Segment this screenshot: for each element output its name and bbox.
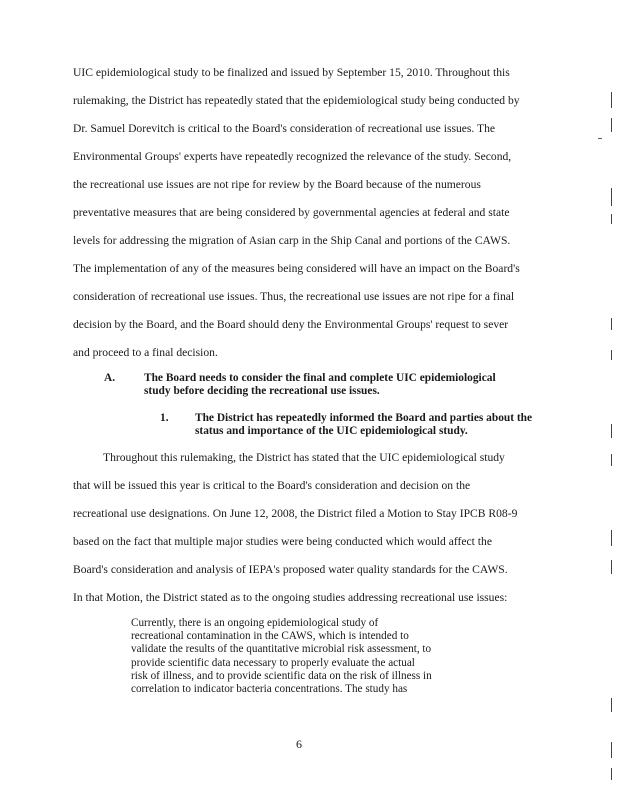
paragraph-line: rulemaking, the District has repeatedly stated that the epidemiological study being conducted by	[73, 94, 520, 107]
paragraph-line: that will be issued this year is critical to the Board's consideration and decision on the	[73, 479, 471, 492]
quote-line: risk of illness, and to provide scientific data on the risk of illness in	[131, 669, 432, 682]
paragraph-line: UIC epidemiological study to be finalized and issued by September 15, 2010. Throughout this	[73, 66, 510, 79]
heading-line: status and importance of the UIC epidemiological study.	[195, 425, 468, 437]
scan-mark	[611, 768, 612, 780]
block-quote	[131, 617, 531, 696]
scan-mark	[611, 530, 612, 546]
scan-mark	[611, 454, 612, 466]
quote-line: Currently, there is an ongoing epidemiological study of	[131, 617, 379, 629]
paragraph-line: Throughout this rulemaking, the District has stated that the UIC epidemiological study	[103, 451, 505, 464]
scan-mark	[611, 318, 612, 330]
paragraph-line: Board's consideration and analysis of IEPA's proposed water quality standards for the CAWS.	[73, 563, 508, 576]
paragraph-line: consideration of recreational use issues. Thus, the recreational use issues are not ripe for a final	[73, 290, 515, 303]
scan-mark	[611, 188, 612, 206]
heading-line: The District has repeatedly informed the Board and parties about the	[195, 412, 533, 424]
paragraph-line: decision by the Board, and the Board should deny the Environmental Groups' request to sever	[73, 318, 509, 331]
heading-number: 1.	[160, 412, 169, 424]
paragraph-line: based on the fact that multiple major studies were being conducted which would affect the	[73, 535, 492, 548]
paragraph-line: the recreational use issues are not ripe for review by the Board because of the numerous	[73, 178, 481, 191]
paragraph-line: and proceed to a final decision.	[73, 346, 218, 359]
paragraph-line: The implementation of any of the measures being considered will have an impact on the Board's	[73, 262, 520, 275]
quote-line: recreational contamination in the CAWS, which is intended to	[131, 630, 409, 643]
quote-line: correlation to indicator bacteria concentrations. The study has	[131, 683, 408, 696]
paragraph-line: preventative measures that are being considered by governmental agencies at federal and state	[73, 206, 510, 219]
paragraph-line: Environmental Groups' experts have repeatedly recognized the relevance of the study. Second,	[73, 150, 512, 163]
scan-mark	[611, 214, 612, 224]
scan-mark	[611, 698, 612, 712]
heading-line: study before deciding the recreational use issues.	[144, 385, 380, 397]
paragraph-line: levels for addressing the migration of Asian carp in the Ship Canal and portions of the CAWS.	[73, 234, 511, 247]
scan-mark	[611, 92, 612, 108]
heading-number: A.	[104, 372, 116, 384]
scan-mark	[611, 560, 612, 574]
scan-mark	[611, 424, 612, 438]
section-heading-1	[160, 412, 540, 440]
scan-mark	[611, 118, 612, 132]
quote-line: validate the results of the quantitative microbial risk assessment, to	[131, 643, 432, 656]
heading-line: The Board needs to consider the final and complete UIC epidemiological	[144, 372, 496, 384]
paragraph-line: recreational use designations. On June 12, 2008, the District filed a Motion to Stay IPCB R08-9	[73, 507, 518, 520]
scan-mark	[611, 350, 612, 360]
scan-mark	[598, 138, 602, 139]
section-heading-a	[104, 372, 544, 400]
scan-mark	[611, 742, 612, 758]
paragraph-line: In that Motion, the District stated as to the ongoing studies addressing recreational use issues:	[73, 591, 508, 604]
paragraph-line: Dr. Samuel Dorevitch is critical to the Board's consideration of recreational use issues. The	[73, 122, 496, 135]
page-number: 6	[296, 737, 302, 751]
quote-line: provide scientific data necessary to properly evaluate the actual	[131, 656, 415, 669]
